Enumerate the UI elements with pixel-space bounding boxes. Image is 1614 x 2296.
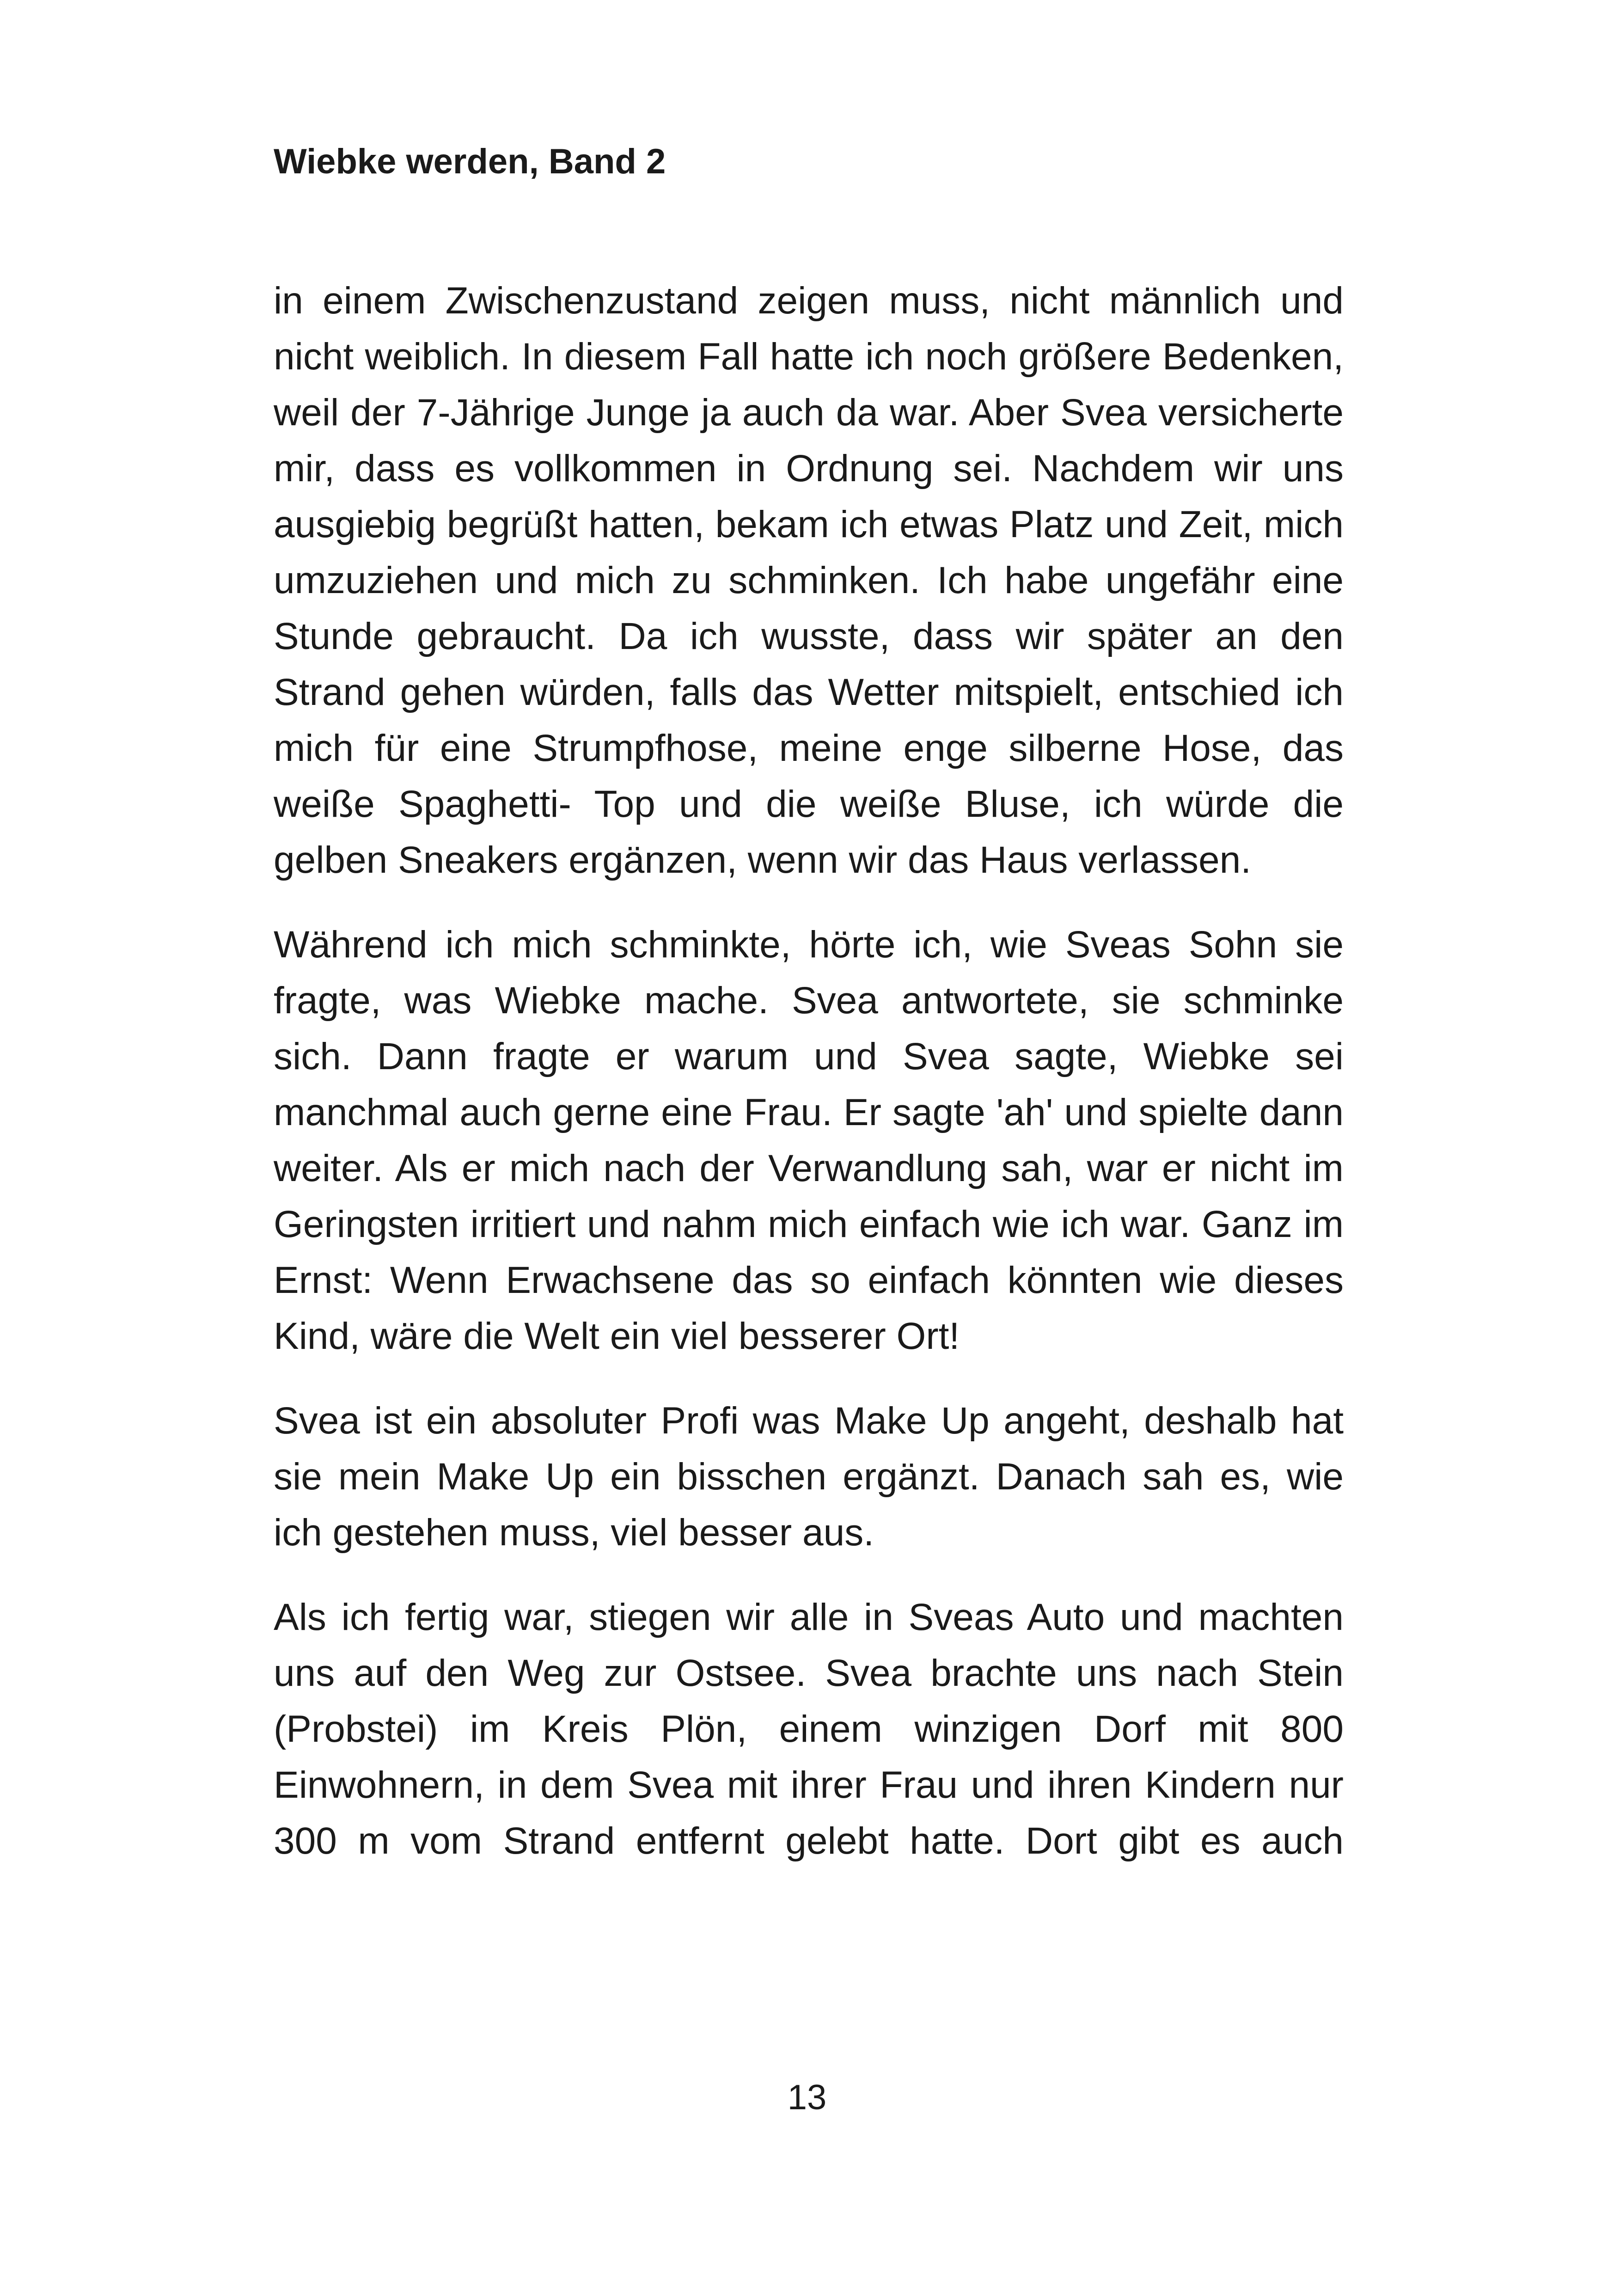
paragraph: Während ich mich schminkte, hörte ich, wie Sveas Sohn sie fragte, was Wiebke mache. Svea antwortete, sie schminke sich. Dann fragte er warum und Svea sagte, Wiebke sei manchmal auch gerne eine Frau. Er sagte 'ah' und spielte dann weiter. Als er mich nach der Verwandlung sah, war er nicht im Geringsten irritiert und nahm mich einfach wie ich war. Ganz im Ernst: Wenn Erwachsene das so einfach könnten wie dieses Kind, wäre die Welt ein viel besserer Ort! bbox=[274, 924, 1344, 1357]
paragraph: Als ich fertig war, stiegen wir alle in Sveas Auto und machten uns auf den Weg zur Ostsee. Svea brachte uns nach Stein (Probstei) im Kreis Plön, einem winzigen Dorf mit 800 Einwohnern, in dem Svea mit ihrer Frau und ihren Kindern nur 300 m vom Strand entfernt gelebt hatte. Dort gibt es auch bbox=[274, 1596, 1344, 1862]
paragraph: in einem Zwischenzustand zeigen muss, nicht männlich und nicht weiblich. In diesem Fall hatte ich noch größere Bedenken, weil der 7-Jährige Junge ja auch da war. Aber Svea versicherte mir, dass es vollkommen in Ordnung sei. Nachdem wir uns ausgiebig begrüßt hatten, bekam ich etwas Platz und Zeit, mich umzuziehen und mich zu schminken. Ich habe ungefähr eine Stunde gebraucht. Da ich wusste, dass wir später an den Strand gehen würden, falls das Wetter mitspielt, entschied ich mich für eine Strumpfhose, meine enge silberne Hose, das weiße Spaghetti- Top und die weiße Bluse, ich würde die gelben Sneakers ergänzen, wenn wir das Haus verlassen. bbox=[274, 280, 1344, 881]
paragraph: Svea ist ein absoluter Profi was Make Up angeht, deshalb hat sie mein Make Up ein bisschen ergänzt. Danach sah es, wie ich gestehen muss, viel besser aus. bbox=[274, 1400, 1344, 1554]
body-text bbox=[274, 273, 1344, 1898]
running-header: Wiebke werden, Band 2 bbox=[274, 142, 666, 181]
page-number: 13 bbox=[787, 2078, 827, 2117]
